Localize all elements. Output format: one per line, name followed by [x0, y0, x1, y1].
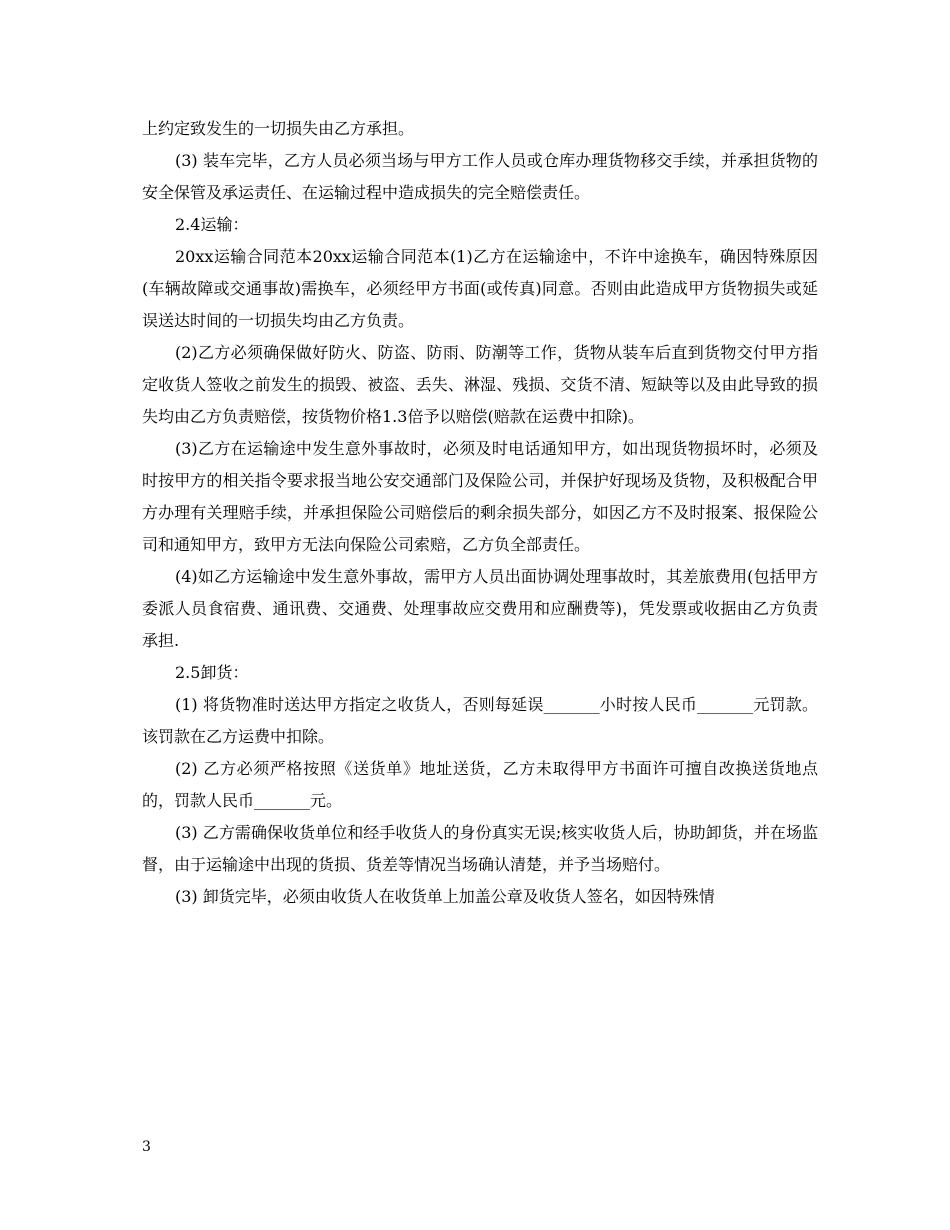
paragraph-4: 20xx运输合同范本20xx运输合同范本(1)乙方在运输途中，不许中途换车，确因特殊原因(车辆故障或交通事故)需换车，必须经甲方书面(或传真)同意。否则由此造成甲方货物损失或延误送达时间的一切损失均由乙方负责。	[142, 247, 818, 330]
paragraph-9: (1) 将货物准时送达甲方指定之收货人，否则每延误_______小时按人民币_______元罚款。该罚款在乙方运费中扣除。	[142, 695, 818, 746]
section-heading-2-4: 2.4运输：	[175, 215, 249, 234]
page-number: 3	[142, 1139, 151, 1155]
paragraph-12: (3) 卸货完毕，必须由收货人在收货单上加盖公章及收货人签名，如因特殊情	[175, 887, 715, 906]
paragraph-6: (3)乙方在运输途中发生意外事故时，必须及时电话通知甲方，如出现货物损坏时，必须及时按甲方的相关指令要求报当地公安交通部门及保险公司，并保护好现场及货物，及积极配合甲方办理有关理赔手续，并承担保险公司赔偿后的剩余损失部分，如因乙方不及时报案、报保险公司和通知甲方，致甲方无法向保险公司索赔，乙方负全部责任。	[142, 439, 818, 554]
paragraph-7: (4)如乙方运输途中发生意外事故，需甲方人员出面协调处理事故时，其差旅费用(包括甲方委派人员食宿费、通讯费、交通费、处理事故应交费用和应酬费等)，凭发票或收据由乙方负责承担.	[142, 567, 818, 650]
paragraph-10: (2) 乙方必须严格按照《送货单》地址送货，乙方未取得甲方书面许可擅自改换送货地点的，罚款人民币_______元。	[142, 759, 818, 810]
paragraph-5: (2)乙方必须确保做好防火、防盗、防雨、防潮等工作，货物从装车后直到货物交付甲方指定收货人签收之前发生的损毁、被盗、丢失、淋湿、残损、交货不清、短缺等以及由此导致的损失均由乙方负责赔偿，按货物价格1.3倍予以赔偿(赔款在运费中扣除)。	[142, 343, 818, 426]
document-body	[142, 113, 818, 913]
paragraph-11: (3) 乙方需确保收货单位和经手收货人的身份真实无误;核实收货人后，协助卸货，并在场监督，由于运输途中出现的货损、货差等情况当场确认清楚，并予当场赔付。	[142, 823, 818, 874]
paragraph-1: 上约定致发生的一切损失由乙方承担。	[142, 119, 415, 138]
paragraph-2: (3) 装车完毕，乙方人员必须当场与甲方工作人员或仓库办理货物移交手续，并承担货物的安全保管及承运责任、在运输过程中造成损失的完全赔偿责任。	[142, 151, 818, 202]
section-heading-2-5: 2.5卸货：	[175, 663, 249, 682]
